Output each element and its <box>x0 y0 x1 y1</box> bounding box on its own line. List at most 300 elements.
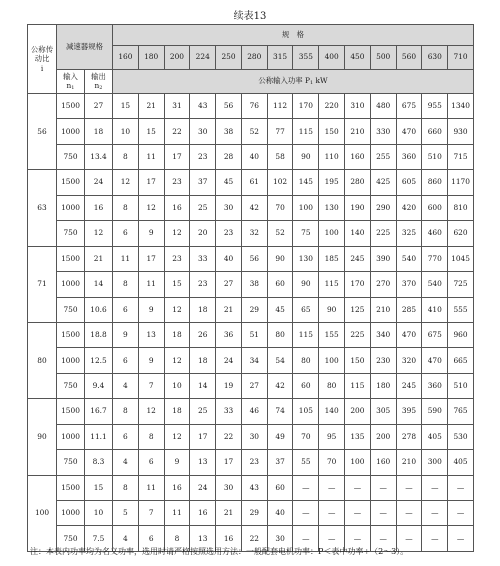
power-cell: 16 <box>190 501 216 526</box>
power-cell: 180 <box>370 373 396 398</box>
power-cell: 7 <box>138 501 164 526</box>
power-cell: 21 <box>216 297 242 322</box>
power-cell: 470 <box>422 348 448 373</box>
output-speed-cell: 10 <box>85 501 113 526</box>
ratio-cell: 100 <box>28 475 57 551</box>
power-cell: 305 <box>370 399 396 424</box>
power-cell: — <box>422 526 448 551</box>
power-cell: 8 <box>113 144 139 169</box>
power-cell: 9 <box>138 348 164 373</box>
output-speed-cell: 24 <box>85 170 113 195</box>
power-cell: 470 <box>396 119 422 144</box>
power-cell: 13 <box>190 450 216 475</box>
power-cell: 16 <box>164 195 190 220</box>
power-cell: 9 <box>138 221 164 246</box>
power-cell: 130 <box>319 195 345 220</box>
power-cell: 37 <box>267 450 293 475</box>
power-cell: 8 <box>113 272 139 297</box>
power-cell: 190 <box>345 195 371 220</box>
header-output-cell <box>85 70 113 94</box>
power-cell: 290 <box>370 195 396 220</box>
power-cell: 12 <box>113 170 139 195</box>
power-cell: 600 <box>422 195 448 220</box>
power-cell: 33 <box>190 246 216 271</box>
size-header-cell: 160 <box>113 46 139 70</box>
power-cell: 330 <box>370 119 396 144</box>
power-cell: 52 <box>267 221 293 246</box>
header-input-symbol: n <box>66 81 72 90</box>
power-cell: 43 <box>241 475 267 500</box>
input-speed-cell: 750 <box>57 297 85 322</box>
power-cell: 14 <box>190 373 216 398</box>
table-row <box>28 399 474 424</box>
table-row <box>28 221 474 246</box>
power-cell: 21 <box>216 501 242 526</box>
power-cell: 30 <box>216 195 242 220</box>
power-cell: 460 <box>422 221 448 246</box>
power-cell: 11 <box>138 272 164 297</box>
power-cell: 19 <box>216 373 242 398</box>
power-cell: 80 <box>293 348 319 373</box>
power-cell: 11 <box>138 475 164 500</box>
ratio-cell: 56 <box>28 94 57 170</box>
power-cell: 860 <box>422 170 448 195</box>
output-speed-cell: 8.3 <box>85 450 113 475</box>
power-cell: 80 <box>319 373 345 398</box>
spec-table <box>27 24 474 552</box>
power-cell: 1045 <box>448 246 474 271</box>
power-cell: 23 <box>190 272 216 297</box>
power-cell: 11 <box>164 501 190 526</box>
input-speed-cell: 1000 <box>57 501 85 526</box>
input-speed-cell: 750 <box>57 144 85 169</box>
output-speed-cell: 10.6 <box>85 297 113 322</box>
power-cell: 8 <box>164 526 190 551</box>
power-cell: 12 <box>138 195 164 220</box>
power-cell: 21 <box>138 94 164 119</box>
input-speed-cell: 750 <box>57 450 85 475</box>
power-cell: 54 <box>267 348 293 373</box>
table-row <box>28 119 474 144</box>
table-row <box>28 450 474 475</box>
power-cell: 300 <box>422 450 448 475</box>
power-cell: 510 <box>448 373 474 398</box>
output-speed-cell: 16.7 <box>85 399 113 424</box>
power-cell: 725 <box>448 272 474 297</box>
size-header-cell: 500 <box>370 46 396 70</box>
table-row <box>28 348 474 373</box>
power-cell: 100 <box>345 450 371 475</box>
power-cell: 15 <box>138 119 164 144</box>
footnote: 注：本表内功率均为名义功率，选用时请严格按照选用方法：一般配套电机功率：P＜表中功率÷（2～3）。 <box>30 547 409 556</box>
power-cell: 425 <box>370 170 396 195</box>
power-cell: 23 <box>241 450 267 475</box>
table-row <box>28 297 474 322</box>
input-speed-cell: 1000 <box>57 195 85 220</box>
power-cell: 245 <box>396 373 422 398</box>
power-cell: — <box>319 501 345 526</box>
power-cell: 245 <box>345 246 371 271</box>
power-cell: 17 <box>138 246 164 271</box>
power-cell: 715 <box>448 144 474 169</box>
header-power-label: 公称输入功率 P <box>258 75 310 85</box>
power-cell: 360 <box>396 144 422 169</box>
power-cell: 95 <box>319 424 345 449</box>
power-cell: — <box>293 475 319 500</box>
power-cell: 135 <box>345 424 371 449</box>
output-speed-cell: 12.5 <box>85 348 113 373</box>
power-cell: 40 <box>216 246 242 271</box>
power-cell: 555 <box>448 297 474 322</box>
power-cell: 56 <box>216 94 242 119</box>
power-cell: 60 <box>293 373 319 398</box>
power-cell: 100 <box>319 221 345 246</box>
power-cell: 30 <box>241 424 267 449</box>
power-cell: 150 <box>319 119 345 144</box>
power-cell: — <box>448 475 474 500</box>
power-cell: 55 <box>293 450 319 475</box>
size-header-cell: 355 <box>293 46 319 70</box>
input-speed-cell: 1000 <box>57 424 85 449</box>
header-ratio-label: 公称传动比 <box>30 45 54 64</box>
power-cell: — <box>319 475 345 500</box>
output-speed-cell: 9.4 <box>85 373 113 398</box>
power-cell: 8 <box>138 424 164 449</box>
power-cell: 6 <box>113 221 139 246</box>
power-cell: 115 <box>345 373 371 398</box>
power-cell: — <box>370 501 396 526</box>
power-cell: 7 <box>138 373 164 398</box>
table-row <box>28 94 474 119</box>
power-cell: 285 <box>396 297 422 322</box>
power-cell: 90 <box>319 297 345 322</box>
power-cell: 36 <box>216 322 242 347</box>
power-cell: 145 <box>293 170 319 195</box>
table-row <box>28 246 474 271</box>
table-row <box>28 195 474 220</box>
power-cell: 675 <box>422 322 448 347</box>
size-header-cell: 180 <box>138 46 164 70</box>
input-speed-cell: 1500 <box>57 322 85 347</box>
table-row <box>28 272 474 297</box>
power-cell: 6 <box>113 297 139 322</box>
power-cell: 16 <box>216 526 242 551</box>
size-header-cell: 315 <box>267 46 293 70</box>
power-cell: 220 <box>319 94 345 119</box>
output-speed-cell: 13.4 <box>85 144 113 169</box>
power-cell: 170 <box>293 94 319 119</box>
table-row <box>28 144 474 169</box>
power-cell: 13 <box>190 526 216 551</box>
table-row <box>28 501 474 526</box>
power-cell: 5 <box>113 501 139 526</box>
header-input-cell <box>57 70 85 94</box>
power-cell: 11 <box>138 144 164 169</box>
power-cell: 410 <box>422 297 448 322</box>
power-cell: 765 <box>448 399 474 424</box>
power-cell: 18 <box>164 322 190 347</box>
power-cell: 210 <box>345 119 371 144</box>
output-speed-cell: 16 <box>85 195 113 220</box>
power-cell: 115 <box>319 272 345 297</box>
output-speed-cell: 21 <box>85 246 113 271</box>
power-cell: 278 <box>396 424 422 449</box>
header-output-sub: 2 <box>99 85 103 91</box>
table-row <box>28 424 474 449</box>
output-speed-cell: 15 <box>85 475 113 500</box>
header-power-unit: kW <box>313 75 328 85</box>
power-cell: 620 <box>448 221 474 246</box>
power-cell: 930 <box>448 119 474 144</box>
size-header-cell: 710 <box>448 46 474 70</box>
power-cell: 210 <box>370 297 396 322</box>
size-header-cell: 450 <box>345 46 371 70</box>
power-cell: 150 <box>345 348 371 373</box>
power-cell: 24 <box>190 475 216 500</box>
header-output-label: 输出 <box>91 71 106 81</box>
power-cell: 225 <box>345 322 371 347</box>
power-cell: 1170 <box>448 170 474 195</box>
input-speed-cell: 1000 <box>57 119 85 144</box>
power-cell: 1340 <box>448 94 474 119</box>
power-cell: 23 <box>164 170 190 195</box>
power-cell: 9 <box>138 297 164 322</box>
power-cell: 75 <box>293 221 319 246</box>
power-cell: 76 <box>241 94 267 119</box>
power-cell: 6 <box>138 450 164 475</box>
power-cell: 65 <box>293 297 319 322</box>
power-cell: 4 <box>113 373 139 398</box>
power-cell: 110 <box>319 144 345 169</box>
power-cell: 405 <box>422 424 448 449</box>
power-cell: 22 <box>216 424 242 449</box>
header-ratio-symbol: i <box>40 63 44 73</box>
power-cell: — <box>396 526 422 551</box>
power-cell: 320 <box>396 348 422 373</box>
power-cell: 10 <box>113 119 139 144</box>
power-cell: 23 <box>164 246 190 271</box>
header-row-1 <box>28 25 474 46</box>
input-speed-cell: 1500 <box>57 170 85 195</box>
input-speed-cell: 1000 <box>57 348 85 373</box>
input-speed-cell: 750 <box>57 373 85 398</box>
power-cell: 360 <box>422 373 448 398</box>
power-cell: 51 <box>241 322 267 347</box>
power-cell: 60 <box>267 475 293 500</box>
power-cell: 310 <box>345 94 371 119</box>
power-cell: — <box>396 501 422 526</box>
power-cell: 8 <box>113 399 139 424</box>
power-cell: 470 <box>396 322 422 347</box>
power-cell: — <box>370 475 396 500</box>
power-cell: 480 <box>370 94 396 119</box>
power-cell: 29 <box>241 501 267 526</box>
power-cell: 125 <box>345 297 371 322</box>
power-cell: 27 <box>241 373 267 398</box>
input-speed-cell: 750 <box>57 221 85 246</box>
power-cell: 370 <box>396 272 422 297</box>
power-cell: 30 <box>190 119 216 144</box>
power-cell: 590 <box>422 399 448 424</box>
power-cell: 4 <box>113 526 139 551</box>
header-input-label: 输入 <box>63 71 78 81</box>
power-cell: 9 <box>113 322 139 347</box>
power-cell: 33 <box>216 399 242 424</box>
power-cell: 20 <box>190 221 216 246</box>
power-cell: 49 <box>267 424 293 449</box>
power-cell: 45 <box>216 170 242 195</box>
power-cell: 660 <box>422 119 448 144</box>
power-cell: 25 <box>190 195 216 220</box>
power-cell: 13 <box>138 322 164 347</box>
power-cell: 38 <box>216 119 242 144</box>
power-cell: — <box>370 526 396 551</box>
power-cell: 40 <box>267 501 293 526</box>
power-cell: 140 <box>345 221 371 246</box>
header-input-sub: 1 <box>71 85 75 91</box>
power-cell: 4 <box>113 450 139 475</box>
ratio-cell: 90 <box>28 399 57 475</box>
power-cell: 26 <box>190 322 216 347</box>
power-cell: 185 <box>319 246 345 271</box>
power-cell: — <box>293 526 319 551</box>
input-speed-cell: 1500 <box>57 246 85 271</box>
power-cell: 12 <box>164 297 190 322</box>
power-cell: 30 <box>267 526 293 551</box>
power-cell: 52 <box>241 119 267 144</box>
power-cell: 6 <box>138 526 164 551</box>
power-cell: 115 <box>293 119 319 144</box>
header-spec-group: 规 格 <box>113 25 474 46</box>
power-cell: 280 <box>345 170 371 195</box>
power-cell: 530 <box>448 424 474 449</box>
power-cell: 6 <box>113 424 139 449</box>
power-cell: 605 <box>396 170 422 195</box>
power-cell: 32 <box>241 221 267 246</box>
output-speed-cell: 14 <box>85 272 113 297</box>
power-cell: 255 <box>370 144 396 169</box>
power-cell: 70 <box>293 424 319 449</box>
power-cell: 60 <box>267 272 293 297</box>
table-row <box>28 475 474 500</box>
power-cell: 130 <box>293 246 319 271</box>
input-speed-cell: 1500 <box>57 475 85 500</box>
power-cell: 102 <box>267 170 293 195</box>
header-power-sub: 1 <box>309 79 314 86</box>
header-ratio-cell <box>28 25 57 94</box>
power-cell: 270 <box>370 272 396 297</box>
power-cell: 70 <box>319 450 345 475</box>
output-speed-cell: 11.1 <box>85 424 113 449</box>
power-cell: 18 <box>164 399 190 424</box>
power-cell: 160 <box>370 450 396 475</box>
power-cell: 12 <box>138 399 164 424</box>
power-cell: 46 <box>241 399 267 424</box>
power-cell: 112 <box>267 94 293 119</box>
power-cell: 200 <box>345 399 371 424</box>
power-cell: 22 <box>241 526 267 551</box>
power-cell: — <box>345 526 371 551</box>
power-cell: 770 <box>422 246 448 271</box>
power-cell: 38 <box>241 272 267 297</box>
input-speed-cell: 1500 <box>57 399 85 424</box>
power-cell: — <box>422 501 448 526</box>
power-cell: 70 <box>267 195 293 220</box>
power-cell: 11 <box>113 246 139 271</box>
power-cell: 16 <box>164 475 190 500</box>
power-cell: — <box>448 501 474 526</box>
power-cell: 12 <box>164 348 190 373</box>
power-cell: 28 <box>216 144 242 169</box>
power-cell: 34 <box>241 348 267 373</box>
power-cell: 56 <box>241 246 267 271</box>
power-cell: 17 <box>190 424 216 449</box>
power-cell: 90 <box>293 272 319 297</box>
power-cell: 23 <box>216 221 242 246</box>
table-row <box>28 373 474 398</box>
power-cell: 960 <box>448 322 474 347</box>
power-cell: 405 <box>448 450 474 475</box>
power-cell: 340 <box>370 322 396 347</box>
power-cell: 17 <box>164 144 190 169</box>
power-cell: 510 <box>422 144 448 169</box>
power-cell: 160 <box>345 144 371 169</box>
output-speed-cell: 12 <box>85 221 113 246</box>
input-speed-cell: 1000 <box>57 272 85 297</box>
input-speed-cell: 750 <box>57 526 85 551</box>
power-cell: 12 <box>164 424 190 449</box>
power-cell: 810 <box>448 195 474 220</box>
ratio-cell: 80 <box>28 322 57 398</box>
power-cell: 42 <box>267 373 293 398</box>
power-cell: 100 <box>319 348 345 373</box>
power-cell: 17 <box>138 170 164 195</box>
power-cell: 22 <box>164 119 190 144</box>
power-cell: 23 <box>190 144 216 169</box>
size-header-cell: 224 <box>190 46 216 70</box>
power-cell: 115 <box>293 322 319 347</box>
output-speed-cell: 18.8 <box>85 322 113 347</box>
power-cell: 42 <box>241 195 267 220</box>
power-cell: 10 <box>164 373 190 398</box>
power-cell: 18 <box>190 297 216 322</box>
size-header-cell: 200 <box>164 46 190 70</box>
table-title: 续表13 <box>233 11 267 22</box>
size-header-cell: 630 <box>422 46 448 70</box>
power-cell: 25 <box>190 399 216 424</box>
input-speed-cell: 1500 <box>57 94 85 119</box>
power-cell: — <box>345 475 371 500</box>
output-speed-cell: 27 <box>85 94 113 119</box>
power-cell: 540 <box>396 246 422 271</box>
power-cell: — <box>319 526 345 551</box>
power-cell: 30 <box>216 475 242 500</box>
power-cell: — <box>448 526 474 551</box>
power-cell: 9 <box>164 450 190 475</box>
ratio-cell: 71 <box>28 246 57 322</box>
power-cell: 45 <box>267 297 293 322</box>
ratio-cell: 63 <box>28 170 57 246</box>
power-cell: 390 <box>370 246 396 271</box>
power-cell: — <box>345 501 371 526</box>
size-header-cell: 400 <box>319 46 345 70</box>
power-cell: 105 <box>293 399 319 424</box>
power-cell: 8 <box>113 195 139 220</box>
power-cell: 420 <box>396 195 422 220</box>
power-cell: 24 <box>216 348 242 373</box>
power-cell: 27 <box>216 272 242 297</box>
power-cell: 665 <box>448 348 474 373</box>
